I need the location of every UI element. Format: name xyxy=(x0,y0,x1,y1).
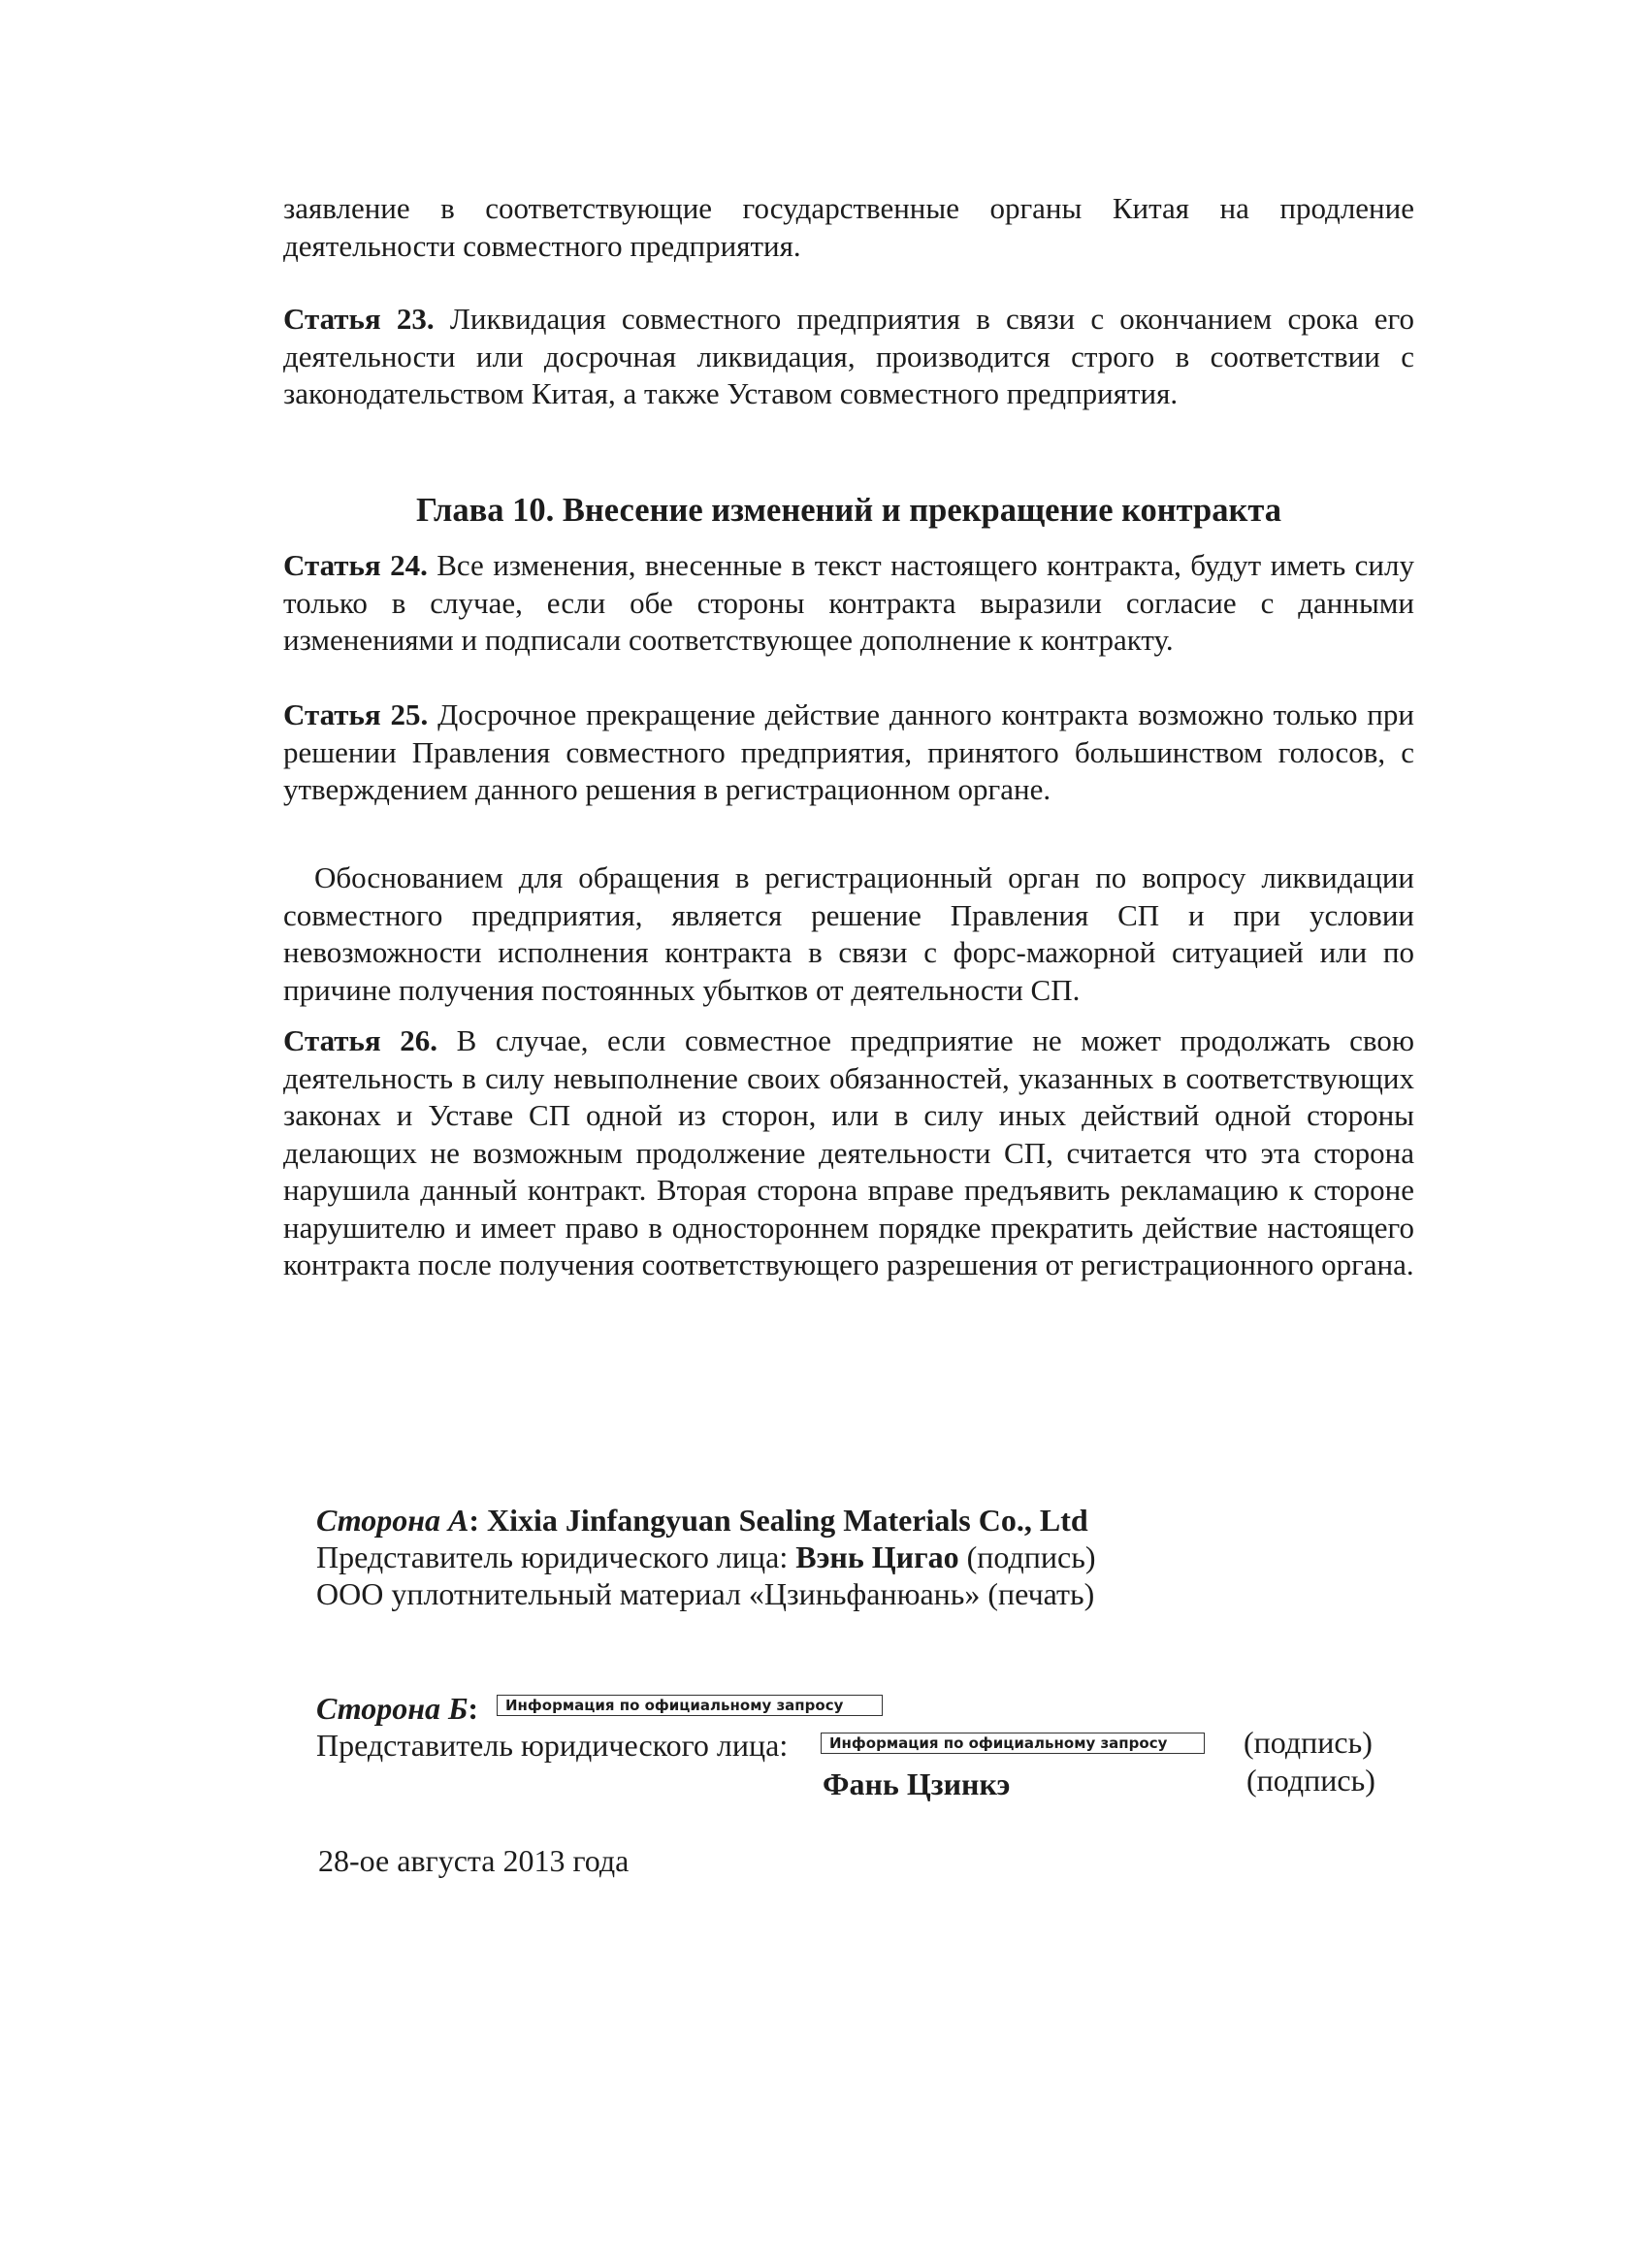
party-a-rep-prefix: Представитель юридического лица: xyxy=(316,1539,796,1574)
article-24 xyxy=(283,547,1414,660)
party-b-colon: : xyxy=(468,1691,479,1726)
party-a-colon: : xyxy=(469,1503,480,1538)
chapter-title: Глава 10. Внесение изменений и прекращение контракта xyxy=(416,492,1281,529)
party-b-signature-2: (подпись) xyxy=(1246,1763,1375,1798)
party-a-company: Xixia Jinfangyuan Sealing Materials Co., Ltd xyxy=(479,1503,1088,1538)
article-24-text: Все изменения, внесенные в текст настоящего контракта, будут иметь силу только в случае, если обе стороны контракта выразили согласие с данными изменениями и подписали соответствующее дополнение к контракту. xyxy=(283,548,1414,657)
party-a-line xyxy=(316,1502,1088,1539)
document-date: 28-ое августа 2013 года xyxy=(318,1843,630,1878)
party-a-label: Сторона А xyxy=(316,1503,469,1538)
article-23 xyxy=(283,301,1414,413)
article-23-label: Статья 23. xyxy=(283,302,435,336)
party-b-label: Сторона Б xyxy=(316,1691,469,1726)
party-b-representative-line xyxy=(316,1727,788,1764)
article-26 xyxy=(283,1022,1414,1284)
article-25-label: Статья 25. xyxy=(283,697,429,731)
party-a-rep-name: Вэнь Цигао xyxy=(795,1539,959,1574)
article-24-label: Статья 24. xyxy=(283,548,428,582)
party-b-rep-redaction-box: Информация по официальному запросу xyxy=(821,1733,1205,1754)
party-b-line xyxy=(316,1690,478,1727)
party-b-signature-1: (подпись) xyxy=(1244,1725,1373,1760)
party-b-rep-prefix: Представитель юридического лица: xyxy=(316,1728,789,1763)
article-25-paragraph-2 xyxy=(283,859,1414,1009)
party-b-rep-name: Фань Цзинкэ xyxy=(823,1766,1011,1801)
party-b-redaction-box: Информация по официальному запросу xyxy=(497,1695,883,1716)
article-25 xyxy=(283,697,1414,809)
article-26-label: Статья 26. xyxy=(283,1023,438,1057)
party-a-seal-line xyxy=(316,1575,1094,1612)
party-a-seal-text: ООО уплотнительный материал «Цзиньфанюань» (печать) xyxy=(316,1576,1095,1611)
intro-paragraph xyxy=(283,190,1414,265)
party-a-representative-line xyxy=(316,1539,1095,1575)
article-23-text: Ликвидация совместного предприятия в связи с окончанием срока его деятельности или досрочная ликвидация, производится строго в соответствии с законодательством Китая, а также Уставом совместного предприятия. xyxy=(283,302,1414,410)
article-25-paragraph-2-text: Обоснованием для обращения в регистрационный орган по вопросу ликвидации совместного предприятия, является решение Правления СП и при условии невозможности исполнения контракта в связи с форс-мажорной ситуацией или по причине получения постоянных убытков от деятельности СП. xyxy=(283,860,1414,1007)
party-a-rep-suffix: (подпись) xyxy=(958,1539,1096,1574)
intro-text: заявление в соответствующие государственные органы Китая на продление деятельности совместного предприятия. xyxy=(283,191,1414,263)
article-26-text: В случае, если совместное предприятие не может продолжать свою деятельность в силу невыполнение своих обязанностей, указанных в соответствующих законах и Уставе СП одной из сторон, или в силу иных действий одной стороны делающих не возможным продолжение деятельности СП, считается что эта сторона нарушила данный контракт. Вторая сторона вправе предъявить рекламацию к стороне нарушителю и имеет право в одностороннем порядке прекратить действие настоящего контракта после получения соответствующего разрешения от регистрационного органа. xyxy=(283,1023,1414,1281)
article-25-text: Досрочное прекращение действие данного контракта возможно только при решении Правления совместного предприятия, принятого большинством голосов, с утверждением данного решения в регистрационном органе. xyxy=(283,697,1414,806)
